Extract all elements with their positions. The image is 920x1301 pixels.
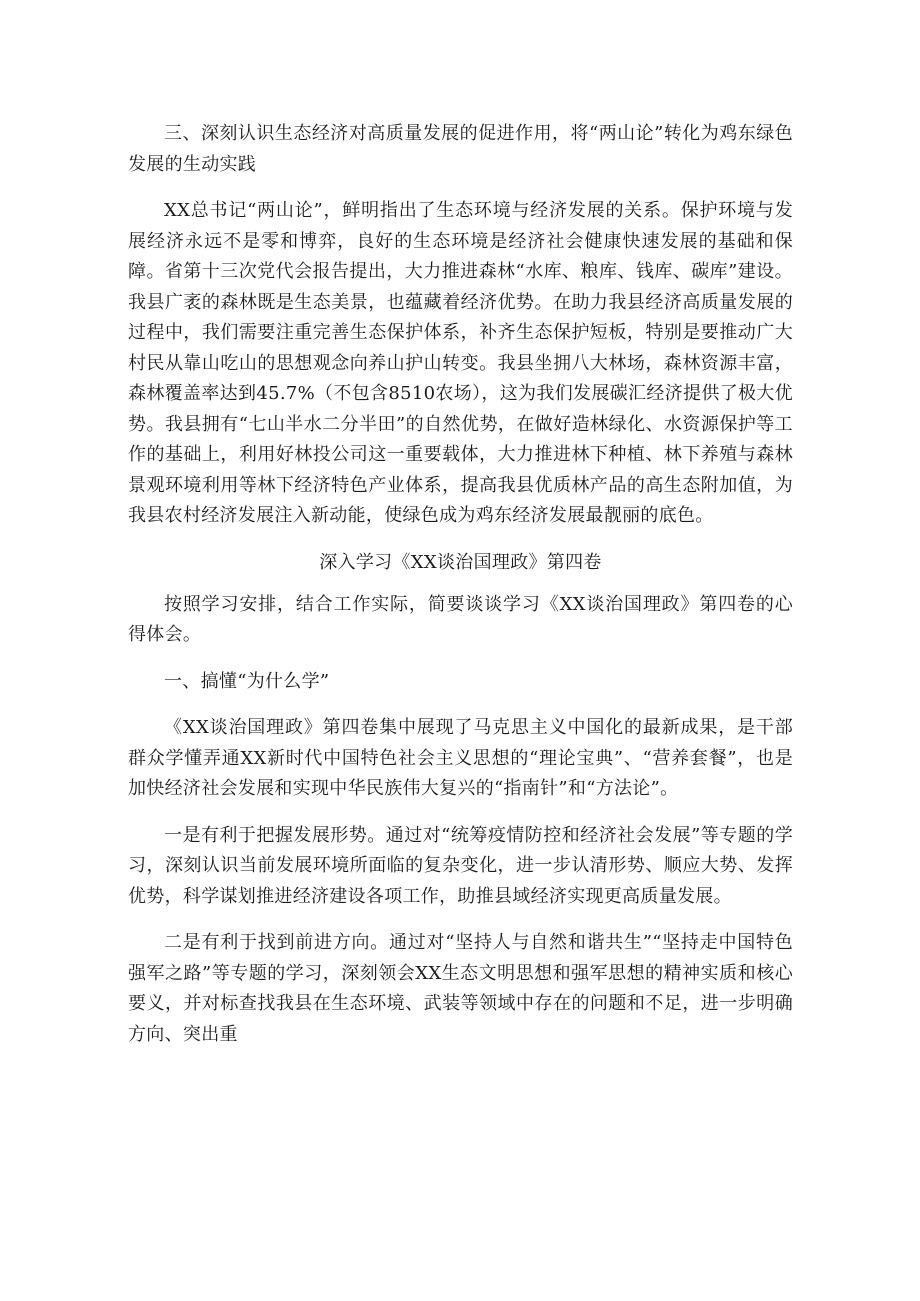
paragraph-direction: 二是有利于找到前进方向。通过对“坚持人与自然和谐共生”“坚持走中国特色强军之路”等专题的学习，深刻领会XX生态文明思想和强军思想的精神实质和核心要义，并对标查找我县在生态环境、武装等领域中存在的问题和不足，进一步明确方向、突出重 [128,932,793,1045]
heading-why-study: 一、搞懂“为什么学” [164,670,330,692]
paragraph-development-situation: 一是有利于把握发展形势。通过对“统筹疫情防控和经济社会发展”等专题的学习，深刻认识当前发展环境所面临的复杂变化，进一步认清形势、顺应大势、发挥优势，科学谋划推进经济建设各项工作，助推县域经济实现更高质量发展。 [128,824,793,907]
paragraph-two-mountains-theory: XX总书记“两山论”，鲜明指出了生态环境与经济发展的关系。保护环境与发展经济永远不是零和博弈，良好的生态环境是经济社会健康快速发展的基础和保障。省第十三次党代会报告提出，大力推进森林“水库、粮库、钱库、碳库”建设。我县广袤的森林既是生态美景，也蕴藏着经济优势。在助力我县经济高质量发展的过程中，我们需要注重完善生态保护体系，补齐生态保护短板，特别是要推动广大村民从靠山吃山的思想观念向养山护山转变。我县坐拥八大林场，森林资源丰富，森林覆盖率达到45.7%（不包含8510农场），这为我们发展碳汇经济提供了极大优势。我县拥有“七山半水二分半田”的自然优势，在做好造林绿化、水资源保护等工作的基础上，利用好林投公司这一重要载体，大力推进林下种植、林下养殖与森林景观环境利用等林下经济特色产业体系，提高我县优质林产品的高生态附加值，为我县农村经济发展注入新动能，使绿色成为鸡东经济发展最靓丽的底色。 [128,200,793,526]
document-body [128,119,793,1066]
intro-paragraph: 按照学习安排，结合工作实际，简要谈谈学习《XX谈治国理政》第四卷的心得体会。 [128,593,793,645]
article-title: 深入学习《XX谈治国理政》第四卷 [319,551,602,573]
paragraph-volume-four: 《XX谈治国理政》第四卷集中展现了马克思主义中国化的最新成果，是干部群众学懂弄通XX新时代中国特色社会主义思想的“理论宝典”、“营养套餐”，也是加快经济社会发展和实现中华民族伟大复兴的“指南针”和“方法论”。 [128,717,793,799]
section-heading-three: 三、深刻认识生态经济对高质量发展的促进作用，将“两山论”转化为鸡东绿色发展的生动实践 [128,123,793,175]
